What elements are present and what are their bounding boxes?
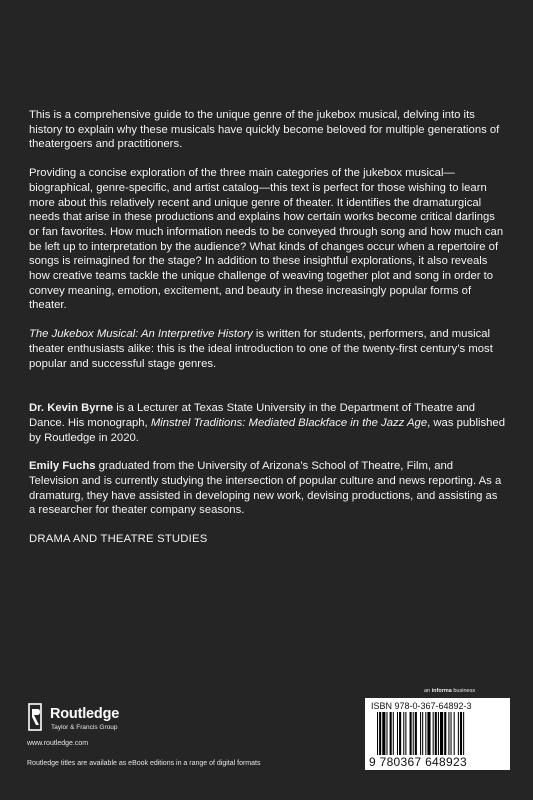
barcode-bar (451, 712, 452, 756)
informa-business-tagline: an informa business (424, 688, 476, 694)
barcode-bar (377, 712, 378, 756)
book-title: The Jukebox Musical: An Interpretive History (29, 328, 253, 341)
barcode-bar (448, 712, 449, 756)
barcode-bar (382, 712, 385, 756)
barcode-bar (379, 712, 381, 756)
publisher-name: Routledge (50, 706, 120, 722)
isbn-label: ISBN 978-0-367-64892-3 (371, 701, 472, 711)
publisher-website[interactable]: www.routledge.com (27, 740, 89, 747)
barcode-digits: 9 780367 648923 (369, 755, 506, 769)
publisher-group: Taylor & Francis Group (51, 724, 118, 731)
description-paragraph-3-text: is written for students, performers, and musical theater enthusiasts alike: this is the ideal introduction to one of the twenty-first century’s most popular and successful stage genres. (29, 328, 493, 370)
barcode-bar (433, 712, 434, 756)
barcode-bar (425, 712, 426, 756)
barcode-bar (399, 712, 401, 756)
author-1-monograph: Minstrel Traditions: Mediated Blackface in the Jazz Age (150, 416, 428, 429)
barcode-bar (422, 712, 423, 756)
author-bio-2: Emily Fuchs graduated from the University of Arizona’s School of Theatre, Film, and Television and is currently studying the intersection of popular culture and news reporting. As a dramaturg, they have assisted in developing new work, devising productions, and assisting as a researcher for theater company seasons. (29, 460, 502, 517)
barcode-bar (420, 712, 421, 756)
barcode-bar (435, 712, 437, 756)
barcode-bar (415, 712, 417, 756)
ebook-availability-note: Routledge titles are available as eBook editions in a range of digital formats (27, 760, 261, 767)
barcode-bar (454, 712, 455, 756)
barcode-bar (393, 712, 394, 756)
author-2-name: Emily Fuchs (29, 460, 96, 473)
barcode-bar (460, 712, 462, 756)
barcode-bar (438, 712, 439, 756)
isbn-barcode (365, 698, 510, 770)
description-paragraph-1: This is a comprehensive guide to the unique genre of the jukebox musical, delving into its history to explain why these musicals have quickly become beloved for multiple generations of theatergoers and practitioners. (29, 109, 500, 151)
barcode-bar (444, 712, 446, 756)
back-cover-text (29, 108, 505, 547)
description-paragraph-2: Providing a concise exploration of the three main categories of the jukebox musical—biographical, genre-specific, and artist catalog—this text is perfect for those wishing to learn more about this relatively recent and unique genre of theater. It identifies the dramaturgical needs that arise in these productions and explains how certain works become critical darlings or fan favorites. How much information needs to be conveyed through song and how much can be left up to interpretation by the audience? What kinds of changes occur when a repertoire of songs is reimagined for the stage? In addition to these insightful explorations, it also reveals how creative teams tackle the unique challenge of weaving together plot and song in order to convey meaning, emotion, excitement, and beauty in these increasingly popular forms of theater. (29, 167, 504, 312)
barcode-bar (403, 712, 404, 756)
barcode-bar (463, 712, 464, 756)
barcode-bar (427, 712, 430, 756)
author-1-name: Dr. Kevin Byrne (29, 402, 114, 415)
barcode-bar (413, 712, 414, 756)
author-bio-1: Dr. Kevin Byrne is a Lecturer at Texas State University in the Department of Theatre and Dance. His monograph, Minstrel Traditions: Mediated Blackface in the Jazz Age, was published by Routledge in 2020. (29, 402, 505, 444)
barcode-bar (386, 712, 387, 756)
barcode-bar (440, 712, 443, 756)
barcode-bar (397, 712, 398, 756)
series-name: DRAMA AND THEATRE STUDIES (29, 533, 208, 546)
barcode-bar (458, 712, 459, 756)
barcode-bar (410, 712, 412, 756)
routledge-logo-icon (27, 703, 45, 731)
barcode-bars (369, 712, 506, 760)
description-paragraph-3 (29, 327, 505, 371)
barcode-bar (390, 712, 392, 756)
routledge-logo (27, 703, 167, 733)
barcode-bar (405, 712, 406, 756)
